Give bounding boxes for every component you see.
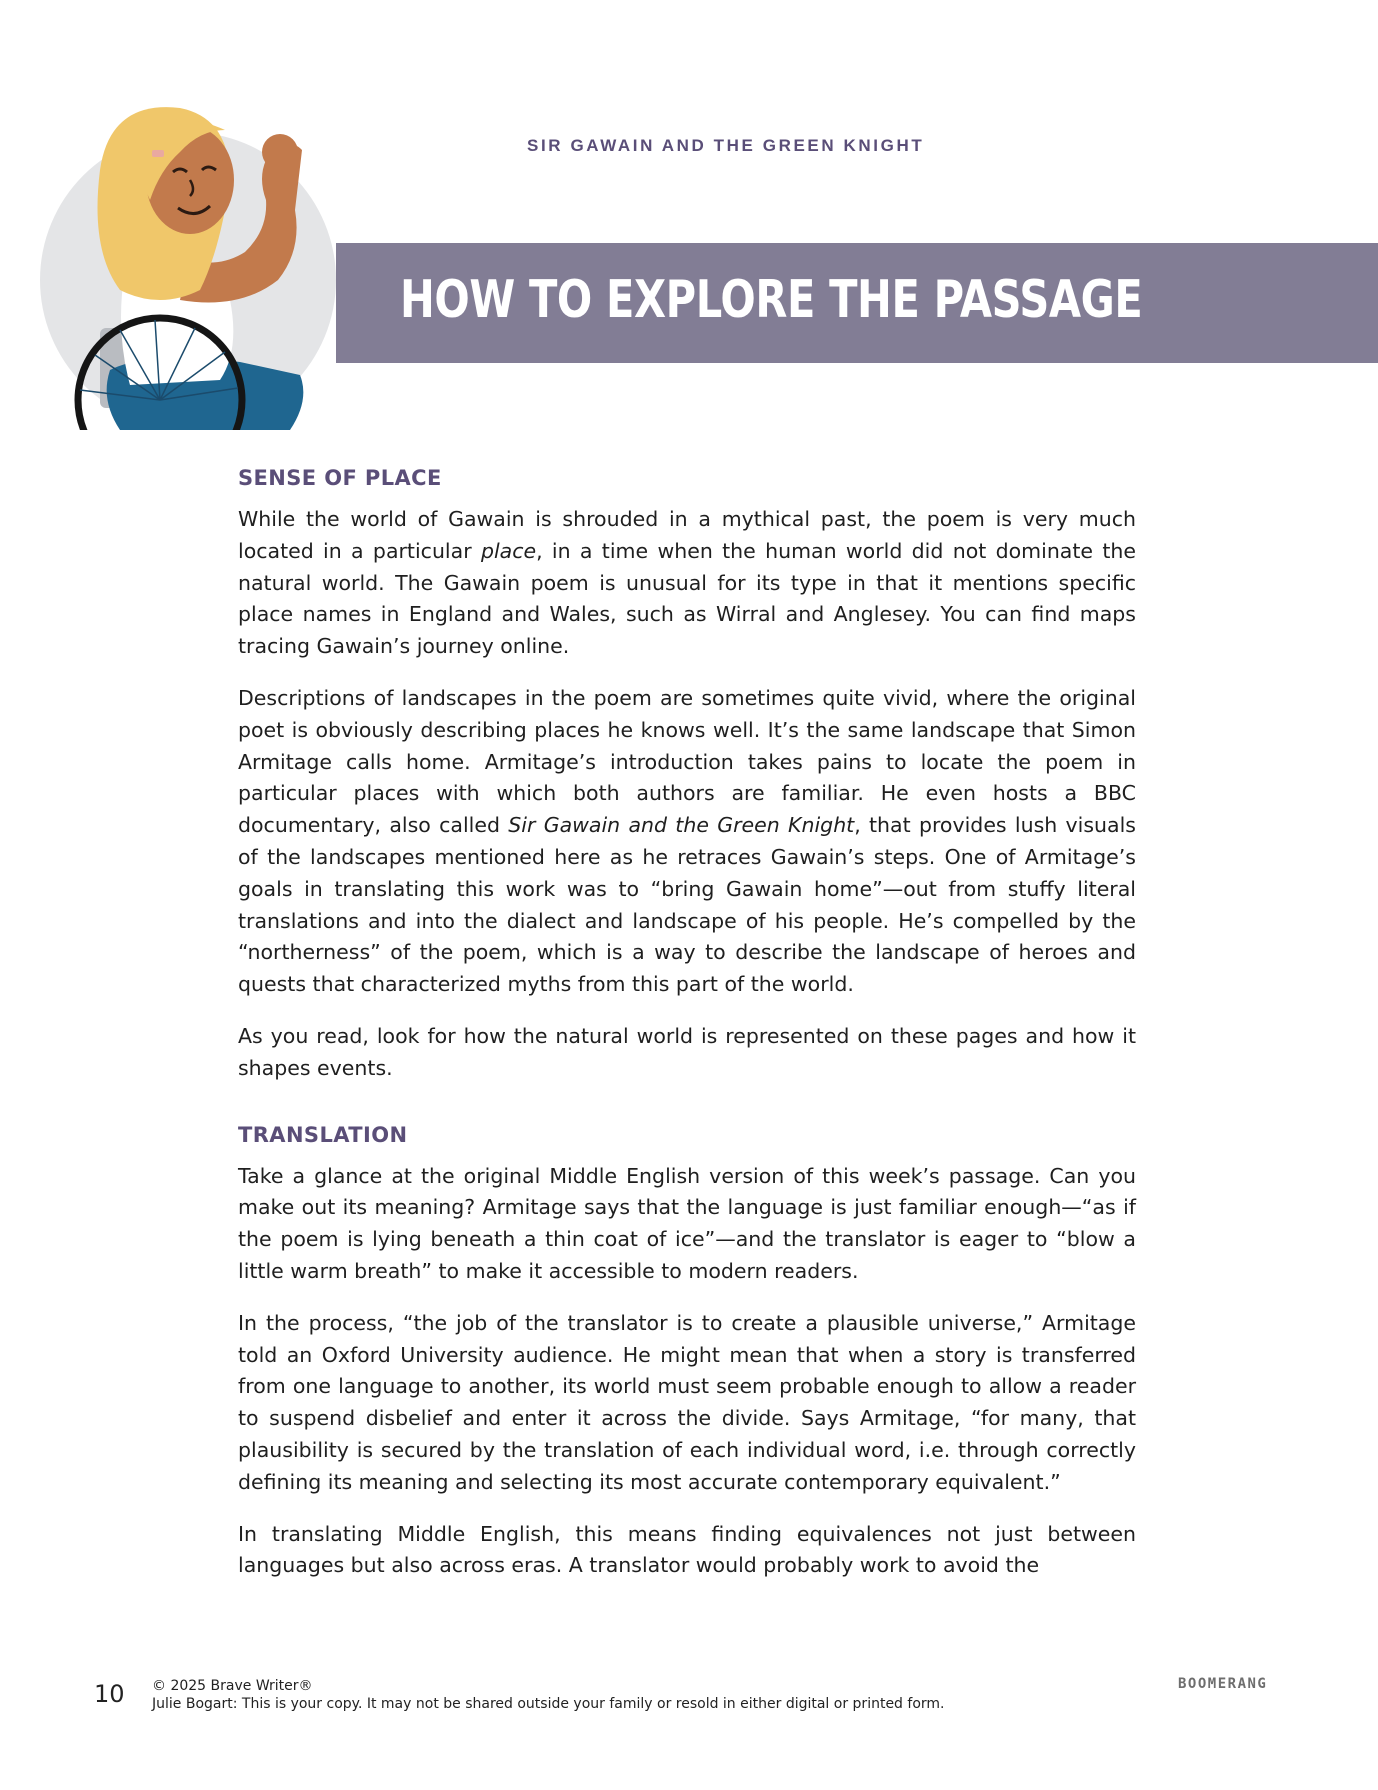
paragraph xyxy=(238,683,1136,1001)
page-number: 10 xyxy=(94,1680,125,1708)
section-heading-translation: TRANSLATION xyxy=(238,1122,408,1147)
copyright-line: © 2025 Brave Writer® xyxy=(152,1678,313,1694)
page-title: HOW TO EXPLORE THE PASSAGE xyxy=(400,270,1143,330)
license-line: Julie Bogart: This is your copy. It may not be shared outside your family or resold in either digital or printed form. xyxy=(152,1696,945,1712)
brand-logo-text: BOOMERANG xyxy=(1178,1676,1268,1692)
illustration-woman-wheelchair xyxy=(40,100,350,430)
paragraph xyxy=(238,504,1136,663)
paragraph-text: , in a time when the human world did not dominate the natural world. The Gawain poem is unusual for its type in that it mentions specific place names in England and Wales, such as Wirral and Anglesey. You can find maps tracing Gawain’s journey online. xyxy=(238,538,1136,659)
section-heading-sense-of-place: SENSE OF PLACE xyxy=(238,466,442,490)
paragraph: In translating Middle English, this means finding equivalences not just between languages but also across eras. A translator would probably work to avoid the xyxy=(238,1521,1136,1578)
paragraph: In the process, “the job of the translator is to create a plausible universe,” Armitage told an Oxford University audience. He might mean that when a story is transferred from one language to another, its world must seem probable enough to allow a reader to suspend disbelief and enter it across the divide. Says Armitage, “for many, that plausibility is secured by the translation of each individual word, i.e. through correctly defining its meaning and selecting its most accurate contemporary equivalent.” xyxy=(238,1310,1136,1494)
paragraph-text: While the world of Gawain is shrouded in a mythical past, the poem is very much located in a particular xyxy=(238,507,1136,563)
paragraph: As you read, look for how the natural world is represented on these pages and how it shapes events. xyxy=(238,1023,1136,1080)
paragraph-text: Descriptions of landscapes in the poem are sometimes quite vivid, where the original poet is obviously describing places he knows well. It’s the same landscape that Simon Armitage calls home. Armitage’s introduction takes pains to locate the poem in particular places with which both authors are familiar. He even hosts a BBC documentary, also called xyxy=(238,685,1136,838)
emphasis-text: place xyxy=(480,538,537,563)
article-body xyxy=(238,466,1136,1602)
footer-copyright xyxy=(152,1677,944,1713)
running-head: SIR GAWAIN AND THE GREEN KNIGHT xyxy=(527,136,925,155)
paragraph: Take a glance at the original Middle English version of this week’s passage. Can you make out its meaning? Armitage says that the language is just familiar enough—“as if the poem is lying beneath a thin coat of ice”—and the translator is eager to “blow a little warm breath” to make it accessible to modern readers. xyxy=(238,1163,1136,1283)
emphasis-text: Sir Gawain and the Green Knight xyxy=(508,813,855,838)
paragraph-text: , that provides lush visuals of the landscapes mentioned here as he retraces Gawain’s steps. One of Armitage’s goals in translating this work was to “bring Gawain home”—out from stuffy literal translations and into the dialect and landscape of his people. He’s compelled by the “northerness” of the poem, which is a way to describe the landscape of heroes and quests that characterized myths from this part of the world. xyxy=(238,813,1136,997)
